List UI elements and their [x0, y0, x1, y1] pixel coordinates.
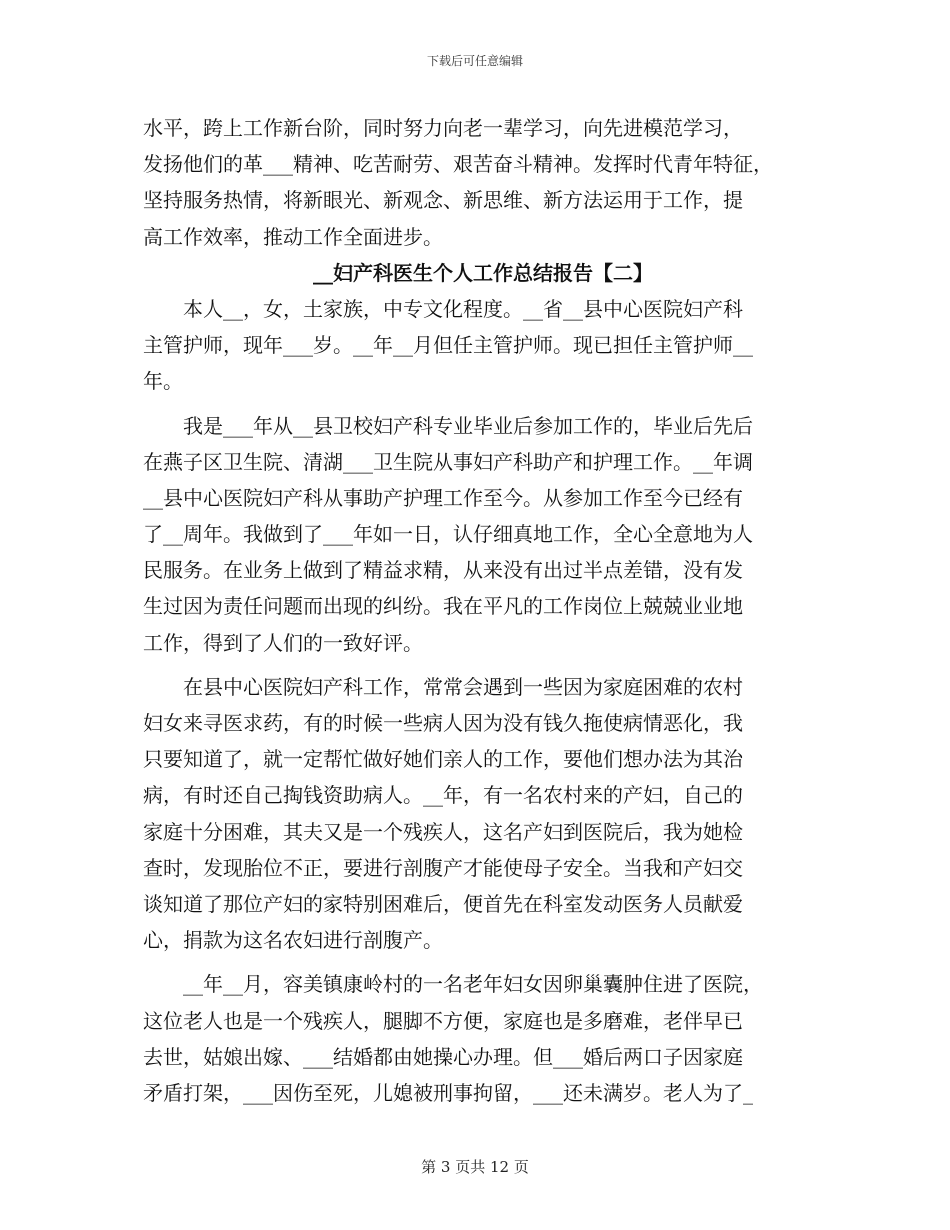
text-line: __年__月，容美镇康岭村的一名老年妇女因卵巢囊肿住进了医院，: [143, 972, 763, 997]
document-body: [143, 110, 823, 1111]
text-line: 只要知道了，就一定帮忙做好她们亲人的工作，要他们想办法为其治: [143, 747, 743, 772]
header-note: 下载后可任意编辑: [426, 54, 523, 68]
section-heading: __妇产科医生个人工作总结报告【二】: [313, 260, 653, 285]
paragraph: [143, 966, 823, 1111]
text-line: 矛盾打架，___因伤至死，儿媳被刑事拘留，___还未满岁。老人为了_: [143, 1080, 753, 1105]
text-line: 生过因为责任问题而出现的纠纷。我在平凡的工作岗位上兢兢业业地: [143, 594, 743, 619]
text-line: 在燕子区卫生院、清湖___卫生院从事妇产科助产和护理工作。__年调: [143, 449, 753, 474]
text-line: __县中心医院妇产科从事助产护理工作至今。从参加工作至今已经有: [143, 485, 743, 510]
text-line: 病，有时还自己掏钱资助病人。__年，有一名农村来的产妇，自己的: [143, 783, 743, 808]
text-line: 本人__，女，土家族，中专文化程度。__省__县中心医院妇产科: [143, 296, 743, 321]
paragraph: [143, 110, 823, 255]
text-line: 民服务。在业务上做到了精益求精，从来没有出过半点差错，没有发: [143, 558, 743, 583]
page-number: 第 3 页共 12 页: [421, 1158, 529, 1176]
text-line: 这位老人也是一个残疾人，腿脚不方便，家庭也是多磨难，老伴早已: [143, 1008, 743, 1033]
text-line: 发扬他们的革___精神、吃苦耐劳、艰苦奋斗精神。发挥时代青年特征，: [143, 152, 773, 177]
text-line: 高工作效率，推动工作全面进步。: [143, 224, 443, 249]
text-line: 家庭十分困难，其夫又是一个残疾人，这名产妇到医院后，我为她检: [143, 819, 743, 844]
paragraph: [143, 291, 823, 400]
text-line: 谈知道了那位产妇的家特别困难后，便首先在科室发动医务人员献爱: [143, 891, 743, 916]
text-line: 年。: [143, 369, 183, 394]
text-line: 在县中心医院妇产科工作，常常会遇到一些因为家庭困难的农村: [143, 674, 743, 699]
text-line: 心，捐款为这名农妇进行剖腹产。: [143, 928, 443, 953]
text-line: 主管护师，现年___岁。__年__月但任主管护师。现已担任主管护师__: [143, 333, 753, 358]
text-line: 去世，姑娘出嫁、___结婚都由她操心办理。但___婚后两口子因家庭: [143, 1044, 743, 1069]
text-line: 我是___年从__县卫校妇产科专业毕业后参加工作的，毕业后先后: [143, 413, 753, 438]
text-line: 了__周年。我做到了___年如一日，认仔细真地工作，全心全意地为人: [143, 522, 753, 547]
text-line: 妇女来寻医求药，有的时候一些病人因为没有钱久拖使病情恶化，我: [143, 711, 743, 735]
paragraph-gap: [143, 958, 823, 966]
text-line: 水平，跨上工作新台阶，同时努力向老一辈学习，向先进模范学习，: [143, 116, 743, 140]
paragraph: [143, 669, 823, 959]
text-line: 工作，得到了人们的一致好评。: [143, 630, 423, 655]
paragraph-gap: [143, 661, 823, 669]
text-line: 坚持服务热情，将新眼光、新观念、新思维、新方法运用于工作，提: [143, 188, 743, 213]
paragraph: [143, 408, 823, 661]
paragraph-gap: [143, 400, 823, 408]
text-line: 查时，发现胎位不正，要进行剖腹产才能使母子安全。当我和产妇交: [143, 855, 743, 880]
